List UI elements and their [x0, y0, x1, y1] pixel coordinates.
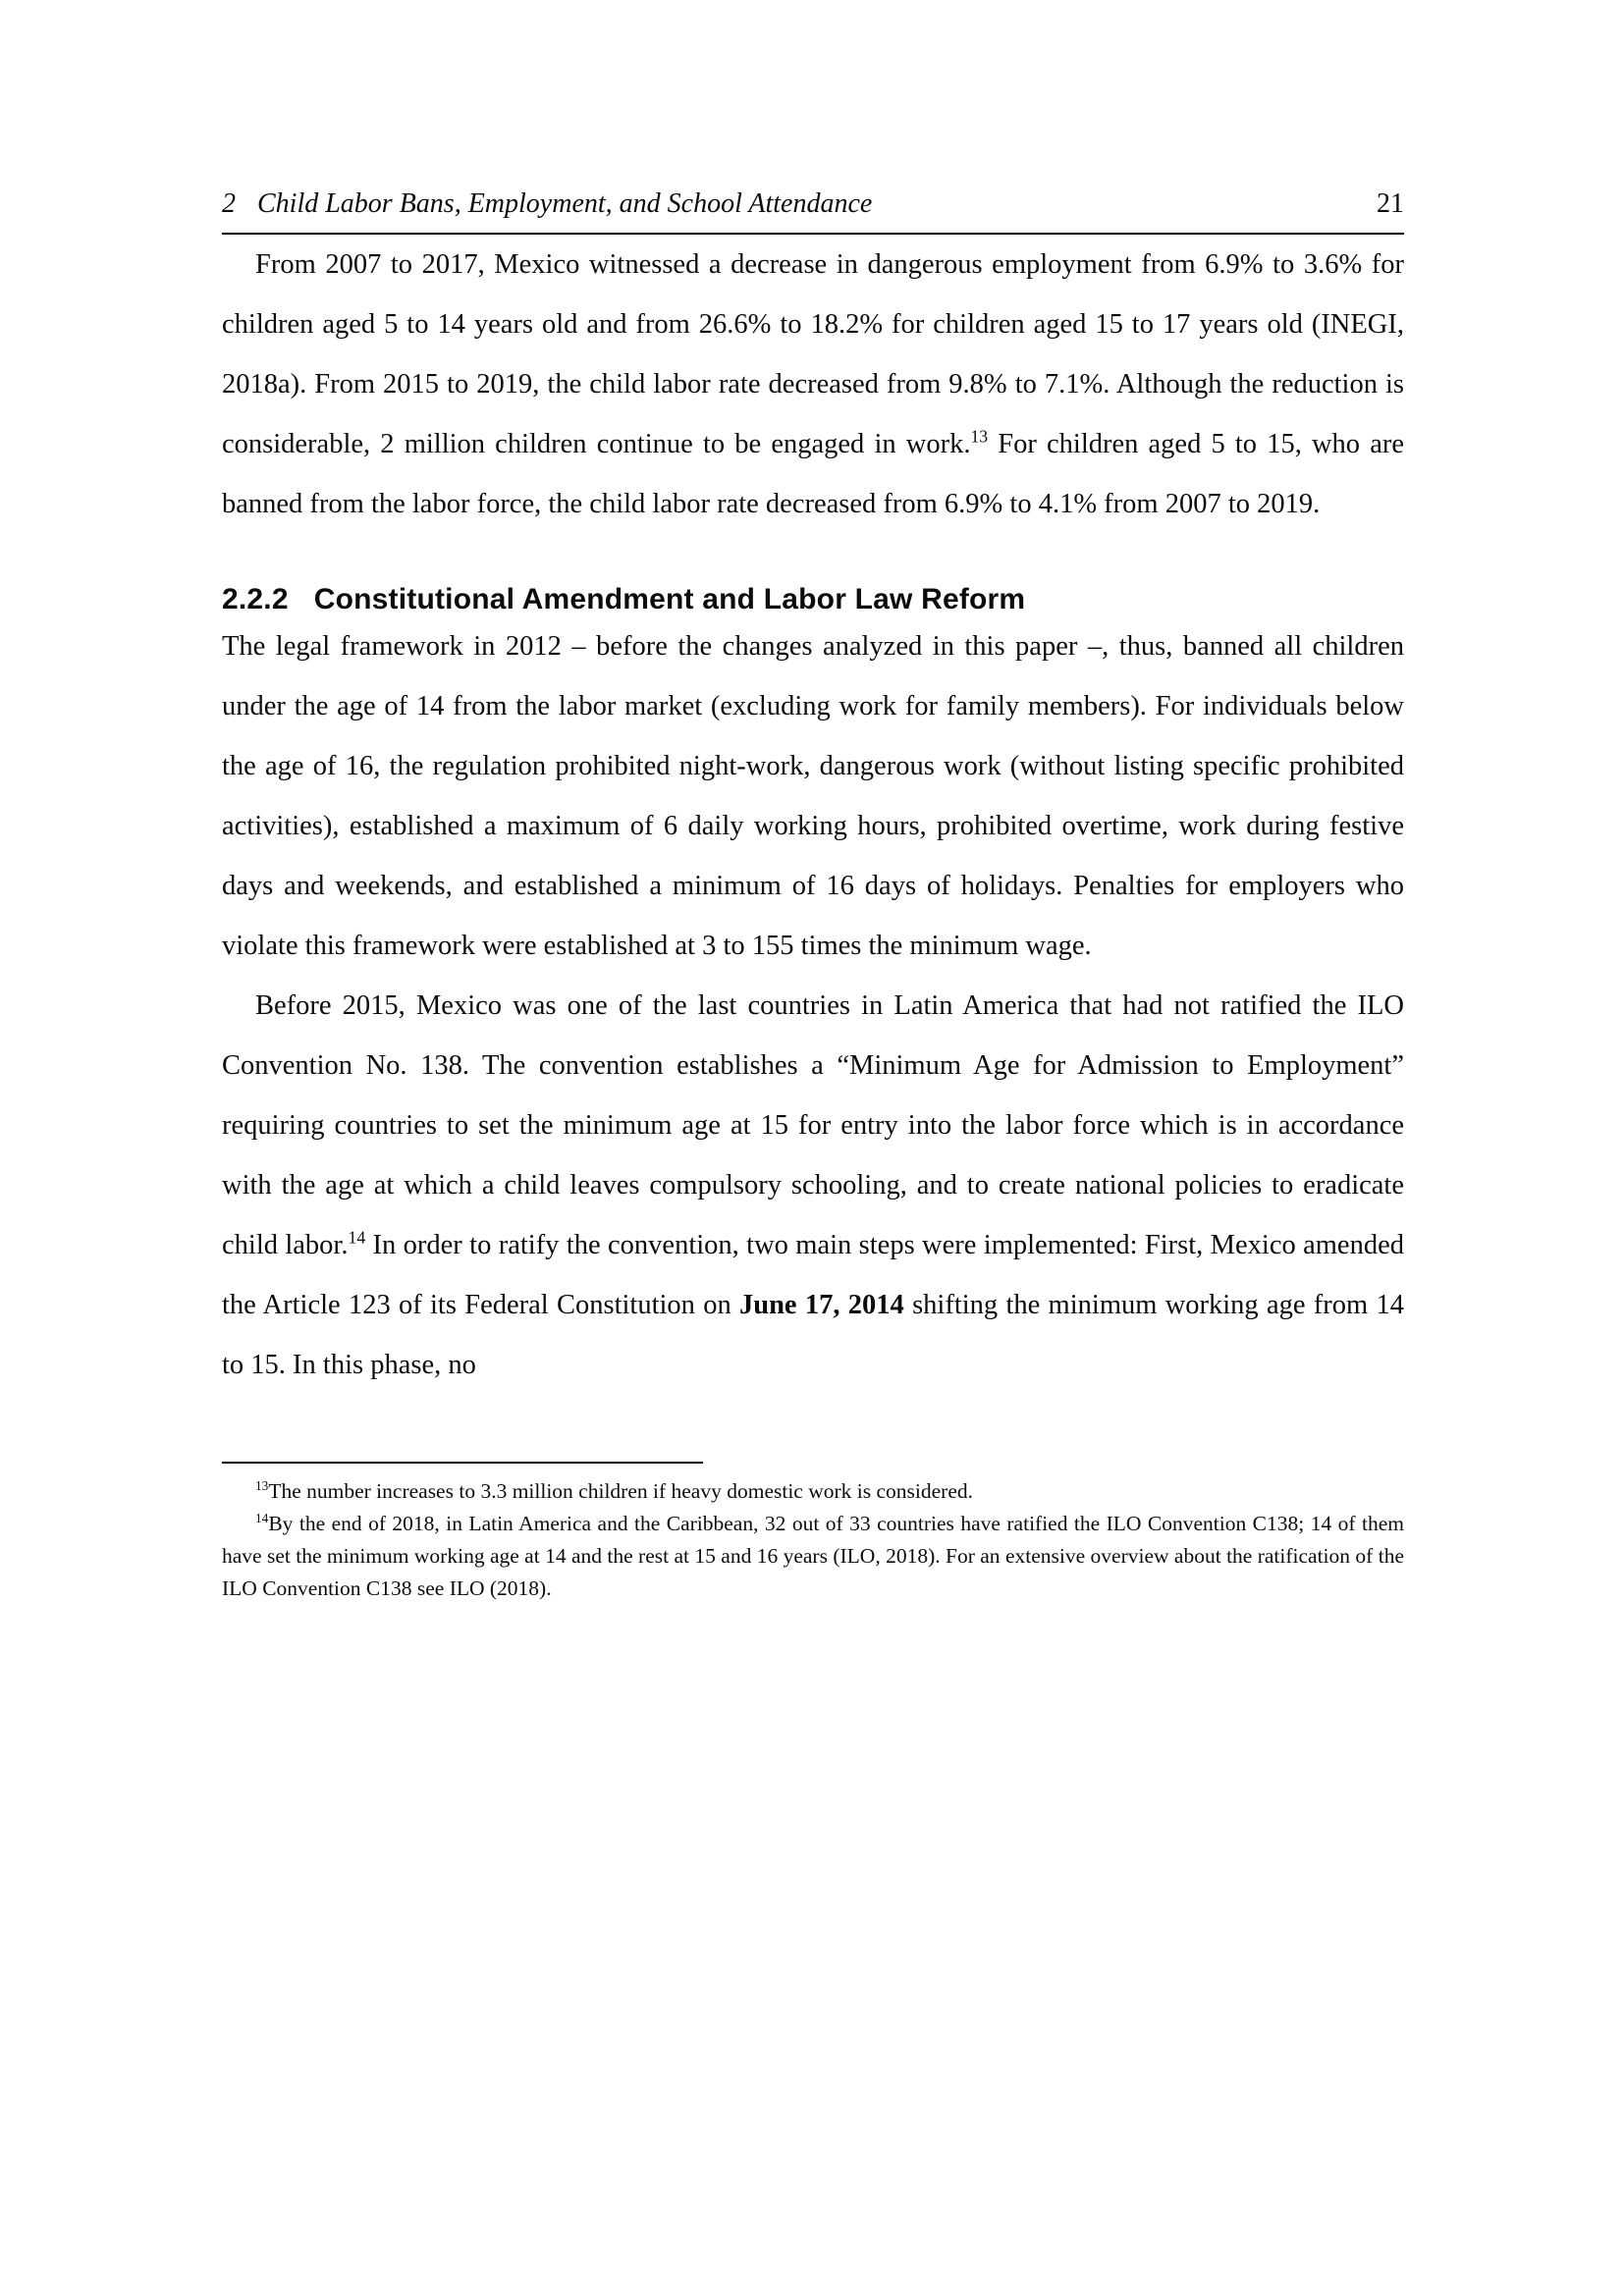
paragraph-legal-framework: The legal framework in 2012 – before the changes analyzed in this paper –, thus, banned all children under the age of 14 from the labor market (excluding work for family members). For individuals below the age of 16, the regulation prohibited night-work, dangerous work (without listing specific prohibited activities), established a maximum of 6 daily working hours, prohibited overtime, work during festive days and weekends, and established a minimum of 16 days of holidays. Penalties for employers who violate this framework were established at 3 to 155 times the minimum wage.: [222, 631, 1404, 961]
para1-text-1: From 2007 to 2017, Mexico witnessed a decrease in dangerous employment from 6.9% to 3.6% for children aged 5 to 14 years old and from 26.6% to 18.2% for children aged 15 to 17 years old (INEGI, 2018a). From 2015 to 2019, the child labor rate decreased from 9.8% to 7.1%. Although the reduction is considerable, 2 million children continue to be engaged in work.: [222, 249, 1404, 459]
para1-text-2: For children aged 5 to 15, who are banned from the labor force, the child labor rate decreased from 6.9% to 4.1% from 2007 to 2019.: [222, 429, 1404, 519]
para3-text-2: In order to ratify the convention, two main steps were implemented: First, Mexico amended the Article 123 of its Federal Constitution on: [222, 1230, 1404, 1320]
footnote-divider: [222, 1462, 703, 1464]
running-title: [222, 188, 872, 220]
section-heading: [222, 583, 1404, 616]
page-number: 21: [1377, 188, 1404, 219]
section-title: Constitutional Amendment and Labor Law Reform: [313, 583, 1026, 615]
footnote-area: [222, 1462, 1404, 1605]
paragraph-ilo-convention: [222, 976, 1404, 1395]
paragraph-child-labor-stats: [222, 235, 1404, 534]
footnote-14-text: By the end of 2018, in Latin America and the Caribbean, 32 out of 33 countries have ratified the ILO Convention C138; 14 of them have set the minimum working age at 14 and the rest at 15 and 16 years (ILO, 2018). For an extensive overview about the ratification of the ILO Convention C138 see ILO (2018).: [222, 1512, 1404, 1600]
footnote-13-marker: 13: [255, 1477, 269, 1493]
running-header: [222, 188, 1404, 235]
footnote-14-marker: 14: [255, 1510, 269, 1525]
footnote-13: [222, 1475, 1404, 1508]
chapter-number: 2: [222, 188, 236, 219]
footnote-14: [222, 1508, 1404, 1605]
body-text: [222, 235, 1404, 1395]
running-title-text: Child Labor Bans, Employment, and School Attendance: [257, 188, 873, 219]
footnote-ref-14: 14: [348, 1227, 366, 1248]
section-number: 2.2.2: [222, 583, 289, 615]
amendment-date: June 17, 2014: [738, 1290, 904, 1320]
footnote-13-text: The number increases to 3.3 million children if heavy domestic work is considered.: [268, 1479, 973, 1503]
footnote-ref-13: 13: [970, 426, 989, 447]
para3-text-3: shifting the minimum working age from 14 to 15. In this phase, no: [222, 1290, 1404, 1380]
para3-text-1: Before 2015, Mexico was one of the last countries in Latin America that had not ratified the ILO Convention No. 138. The convention establishes a “Minimum Age for Admission to Employment” requiring countries to set the minimum age at 15 for entry into the labor force which is in accordance with the age at which a child leaves compulsory schooling, and to create national policies to eradicate child labor.: [222, 990, 1404, 1260]
